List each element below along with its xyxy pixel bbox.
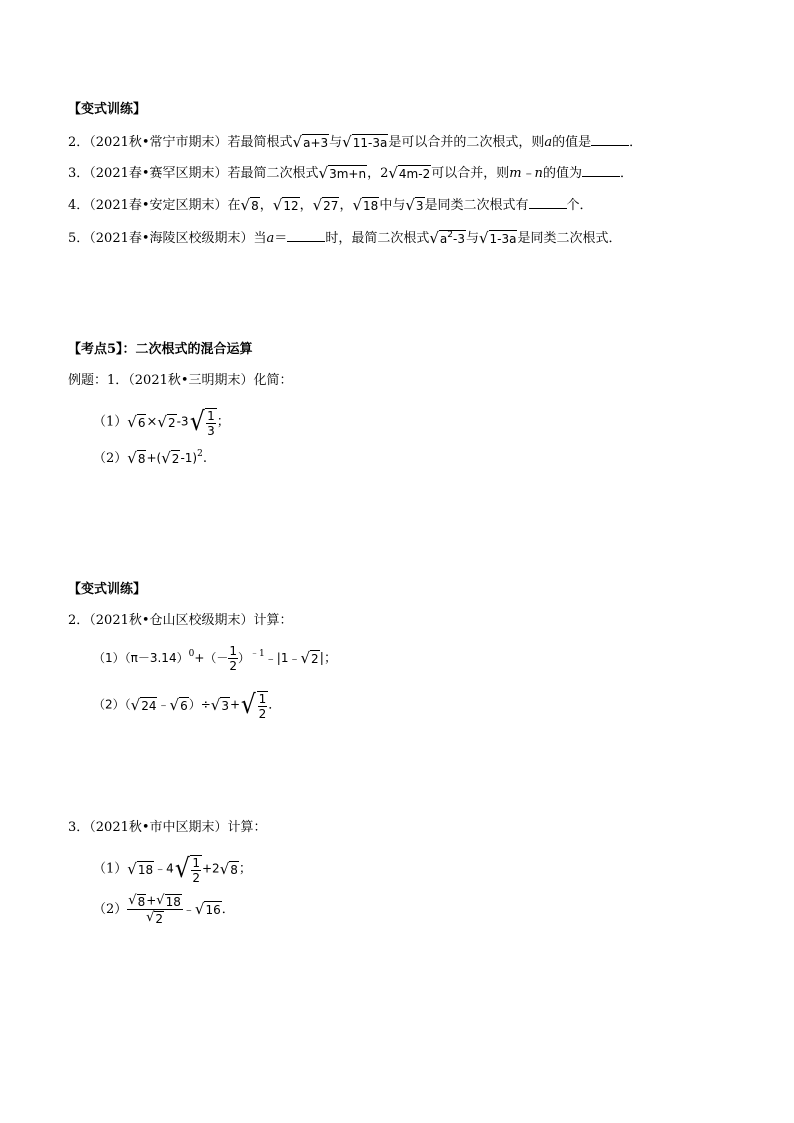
part-label: （1）（π－3.14） [93,651,189,665]
q3-text: 3．（2021秋•市中区期末）计算： [68,820,267,835]
radicand: 8 [137,452,146,466]
radicand [439,230,466,248]
question-2-compute [68,611,293,631]
period: ． [268,697,282,713]
radical: √ 18 [352,196,379,214]
header-text: 【考点5】：二次根式的混合运算 [68,342,253,357]
radicand: 8 [230,862,238,877]
section-header-variant-training-2 [68,580,146,600]
radical: √ 2 [146,910,164,926]
period: ． [629,135,643,150]
radical: √ 2 [161,449,180,467]
q4-prefix: 4．（2021春•安定区期末）在 [68,198,241,213]
tail: -1) [180,451,198,465]
minus-four: ﹣4 [154,861,174,876]
radical: √ 1-3a [478,229,517,247]
radical: √ 8 [128,893,146,909]
expression: m﹣n [509,166,543,181]
radical: √ 24 [130,695,157,714]
radical: √ 27 [312,196,339,214]
example-line [68,371,293,391]
example-text: 例题：1．（2021秋•三明期末）化简： [68,373,293,388]
radicand: 12 [283,199,299,213]
compute-part-1 [93,644,337,673]
q5-prefix: 5．（2021春•海陵区校级期末）当 [68,231,267,246]
equals: ＝ [274,231,288,246]
radicand: 3 [415,199,424,213]
question-3-radicals [68,163,633,184]
radical: √ 11-3a [342,133,388,151]
radical: √ 12 [272,196,299,214]
radical: √ 8 [240,196,259,214]
radicand: 18 [363,199,379,213]
compute-3-part-1 [93,852,252,886]
radical: √ 3 [405,196,424,214]
numerator: 1 [258,692,267,706]
compute-part-2 [93,688,281,722]
part-label: （1） [93,414,128,430]
radical: √ 6 [127,412,146,431]
denominator: 3 [207,424,215,438]
separator: ， [339,198,353,213]
semicolon: ； [238,861,252,877]
radicand: 2 [171,452,180,466]
radicand: 6 [180,698,188,713]
period: ． [619,166,633,181]
question-3-compute [68,818,267,838]
answer-blank[interactable] [582,163,620,177]
question-4-radicals [68,195,593,216]
radical: √ 18 [156,893,181,909]
radical-fraction: √ $\frac{1}{3}$ [189,407,215,438]
question-5-radicals [68,228,622,249]
period: . [202,451,207,466]
radical: √ $a^2-3$ [429,229,465,247]
q3-comma: ，2 [367,166,389,181]
radicand: 3 [221,698,229,713]
plus-paren: +（－ [194,651,229,665]
radicand: 27 [323,199,339,213]
fraction [228,644,238,673]
plus: + [229,697,241,712]
q5-with: 与 [465,231,479,246]
end: |； [319,651,338,666]
answer-blank[interactable] [287,228,325,242]
radicand: 11-3a [352,136,388,150]
radical-fraction: √ $\frac{1}{2}$ [174,854,200,885]
q4-end: 个． [566,198,593,213]
minus: ﹣ [182,902,195,916]
radicand: a+3 [303,136,329,150]
q3-mid: 可以合并，则 [431,166,510,181]
radical: √ 3 [210,695,229,714]
divide: ）÷ [188,697,211,712]
question-2-radicals [68,132,642,153]
exponent-neg-one: ﹣1 [250,649,265,659]
denominator: 2 [229,659,238,673]
radicand: 8 [251,199,259,213]
q2-with: 与 [329,135,343,150]
numerator [127,893,183,910]
part-label: （2） [93,902,128,917]
example-part-2 [93,448,207,469]
numerator: 1 [229,644,238,658]
radicand: 3m+n [329,167,367,181]
exponent-zero: 0 [188,649,195,659]
separator: ， [259,198,273,213]
example-part-1 [93,405,230,439]
q3-prefix: 3．（2021春•赛罕区期末）若最简二次根式 [68,166,319,181]
period: ． [221,902,235,917]
part-label: （1） [93,861,128,877]
radical: √ 8 [219,859,238,878]
separator: ， [299,198,313,213]
exponent: 2 [447,230,453,240]
radicand: 16 [205,903,221,917]
base: a [439,232,448,246]
radicand: 24 [141,698,157,713]
fraction [206,409,216,438]
radical: √ 16 [194,900,221,918]
q4-zhong: 中与 [379,198,406,213]
radicand: 4m-2 [398,167,431,181]
q3-end: 的值为 [542,166,582,181]
radicand: 2 [167,415,176,430]
part-label: （2） [93,451,128,466]
radical: √ 6 [169,695,188,714]
q5-mid: 时，最简二次根式 [325,231,430,246]
times: × [146,414,158,430]
q2-mid: 是可以合并的二次根式，则 [388,135,545,150]
compute-3-part-2 [93,893,235,926]
denominator [145,910,165,926]
radicand: 8 [137,895,146,909]
semicolon: ； [216,414,230,430]
numerator: 1 [192,856,200,870]
denominator: 2 [258,707,267,721]
radicand: 18 [137,862,154,877]
plus-paren: +( [146,451,162,465]
minus-abs: ﹣|1﹣ [264,651,301,665]
radicand: 2 [311,652,319,666]
variable: a [266,231,275,246]
plus: + [146,893,157,908]
radical: √ 2 [300,649,319,667]
answer-blank[interactable] [591,132,629,146]
exponent: 2 [197,449,203,459]
variable: a [544,135,553,150]
radical: √ a+3 [292,133,329,151]
radicand: 18 [165,895,181,909]
fraction [191,856,201,885]
radical-fraction: √ $\frac{1}{2}$ [240,690,267,721]
fraction [127,893,183,926]
minus: ﹣ [157,697,170,712]
radicand: 2 [155,912,164,926]
q2-end: 的值是 [552,135,592,150]
header-text: 【变式训练】 [68,102,147,117]
radical: √ 4m-2 [388,164,431,182]
answer-blank[interactable] [529,195,567,209]
tail: -3 [452,232,465,246]
plus-two: +2 [201,861,220,876]
header-text: 【变式训练】 [68,582,147,597]
part-label: （2）（ [93,697,131,712]
q5-end: 是同类二次根式． [517,231,622,246]
fraction [258,692,268,721]
denominator: 2 [192,871,200,885]
radicand: 1-3a [489,232,517,246]
numerator: 1 [207,409,215,423]
radical: √ 8 [127,449,146,467]
radicand: 6 [137,415,146,430]
q4-mid: 是同类二次根式有 [424,198,529,213]
q2-text: 2．（2021秋•仓山区校级期末）计算： [68,613,293,628]
close-paren: ） [238,651,251,665]
radical: √ 2 [157,412,176,431]
radical: √ 3m+n [318,164,367,182]
minus-three: -3 [176,414,189,429]
radical: √ 18 [127,859,154,878]
q2-prefix: 2．（2021秋•常宁市期末）若最简根式 [68,135,293,150]
section-header-topic-5 [68,340,253,360]
section-header-variant-training-1 [68,100,146,120]
